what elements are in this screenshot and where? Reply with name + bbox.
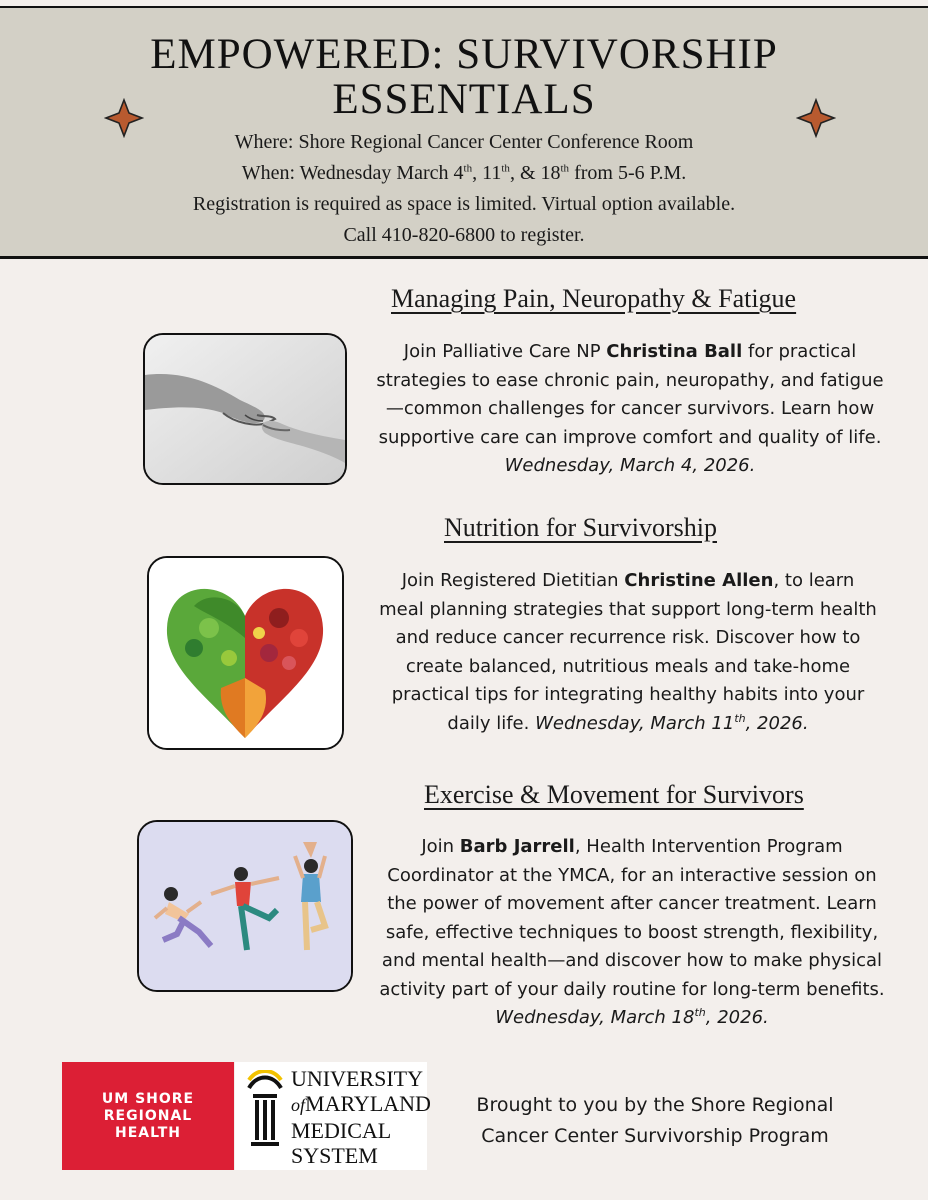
speaker-name: Barb Jarrell [459, 836, 575, 857]
umms-logo [235, 1062, 431, 1170]
title-line-2: ESSENTIALS [332, 76, 596, 123]
session-date: Wednesday, March 18th, 2026. [495, 1006, 769, 1028]
speaker-name: Christine Allen [624, 570, 774, 591]
session-title-pain: Managing Pain, Neuropathy & Fatigue [391, 284, 797, 313]
title-line-1: EMPOWERED: SURVIVORSHIP [150, 31, 778, 78]
event-info [0, 127, 928, 251]
session-title-exercise: Exercise & Movement for Survivors [424, 780, 804, 809]
speaker-name: Christina Ball [606, 341, 743, 362]
exercise-illustration [137, 820, 353, 992]
call-text: Call 410-820-6800 to register. [343, 224, 585, 246]
session-desc-pain: Join Palliative Care NP Christina Ball for practical strategies to ease chronic pain, neuropathy, and fatigue—common challenges for cancer survivors. Learn how supportive care can improve comfort and quality of life. Wednesday, March 4, 2026. [376, 341, 884, 476]
sparkle-icon [796, 98, 836, 138]
session-desc-nutrition: Join Registered Dietitian Christine Allen, to learn meal planning strategies that support long-term health and reduce cancer recurrence risk. Discover how to create balanced, nutritious meals and take-home practical tips for integrating healthy habits into your daily life. Wednesday, March 11th, 2026. [379, 570, 877, 734]
session-date: Wednesday, March 11th, 2026. [535, 711, 809, 734]
hands-photo [143, 333, 347, 485]
page-title [114, 32, 814, 122]
building-icon [245, 1070, 285, 1158]
sponsor-text: Brought to you by the Shore Regional Cancer Center Survivorship Program [476, 1094, 834, 1147]
sparkle-icon [104, 98, 144, 138]
um-shore-regional-health-logo: UM SHORE REGIONAL HEALTH [62, 1062, 234, 1170]
registration-text: Registration is required as space is limited. Virtual option available. [192, 193, 736, 215]
where-text: Where: Shore Regional Cancer Center Conference Room [234, 131, 694, 153]
session-desc-exercise: Join Barb Jarrell, Health Intervention Program Coordinator at the YMCA, for an interactive session on the power of movement after cancer treatment. Learn safe, effective techniques to boost strength, flexibility, and mental health—and discover how to make physical activity part of your daily routine for long-term benefits. Wednesday, March 18th, 2026. [379, 836, 885, 1028]
session-date: Wednesday, March 4, 2026. [504, 455, 756, 476]
umms-wordmark: UNIVERSITY ofMARYLAND MEDICAL SYSTEM [291, 1066, 431, 1168]
session-title-nutrition: Nutrition for Survivorship [444, 513, 717, 542]
vegetable-heart-photo [147, 556, 344, 750]
when-text: When: Wednesday March 4th, 11th, & 18th from 5-6 P.M. [241, 162, 687, 184]
header-banner [0, 6, 928, 259]
